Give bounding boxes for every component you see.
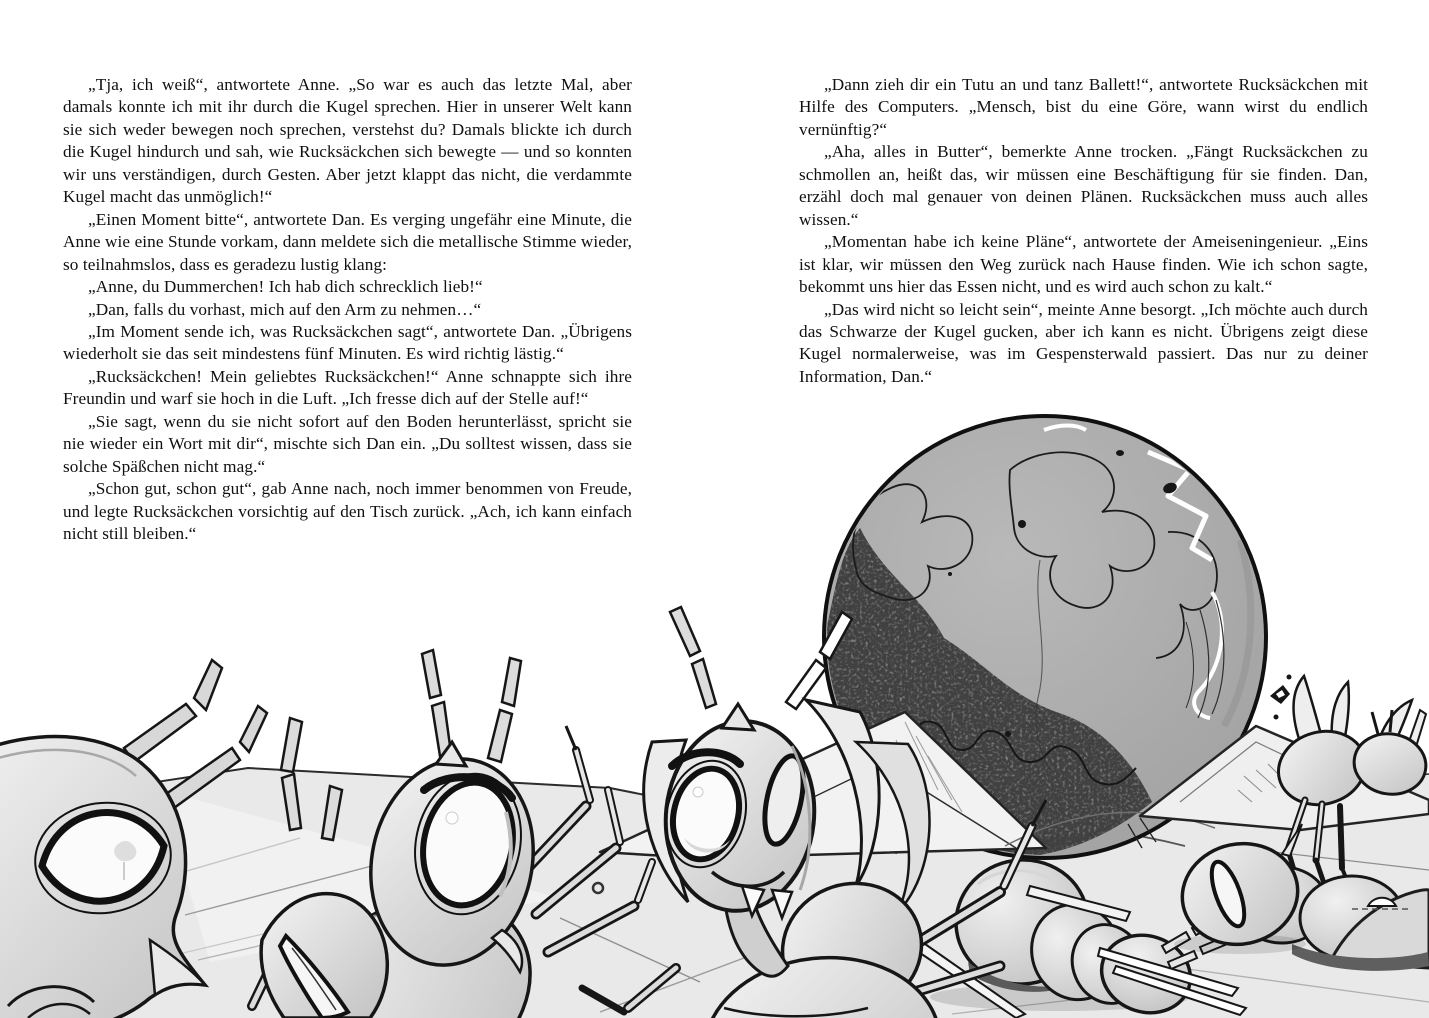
ground-dot <box>593 883 603 893</box>
paragraph: „Dan, falls du vorhast, mich auf den Arm zu nehmen…“ <box>88 299 482 319</box>
paragraph: „Dann zieh dir ein Tutu an und tanz Ballett!“, antwortete Rucksäckchen mit Hilfe des Computers. „Mensch, bist du eine Göre, wann wirst du endlich vernünftig?“ <box>799 75 1368 139</box>
paragraph: „Aha, alles in Butter“, bemerkte Anne trocken. „Fängt Rucksäckchen zu schmollen an, heißt das, wir müssen eine Beschäftigung für sie finden. Dan, erzähl doch mal genauer von deinen Plänen. Rucksäckchen muss auch alles wissen.“ <box>799 142 1368 229</box>
paragraph: „Momentan habe ich keine Pläne“, antwortete der Ameiseningenieur. „Eins ist klar, wir müssen den Weg zurück nach Hause finden. Wie ich schon sagte, bekommt uns hier das Essen nicht, und es wird auch schon zu kalt.“ <box>799 232 1368 297</box>
paragraph: „Schon gut, schon gut“, gab Anne nach, noch immer benommen von Freude, und legte Rucksäckchen vorsichtig auf den Tisch zurück. „Ach, ich kann einfach nicht still bleiben.“ <box>63 479 632 544</box>
paragraph: „Rucksäckchen! Mein geliebtes Rucksäckchen!“ Anne schnappte sich ihre Freundin und warf sie hoch in die Luft. „Ich fresse dich auf der Stelle auf!“ <box>63 366 632 409</box>
paragraph: „Tja, ich weiß“, antwortete Anne. „So war es auch das letzte Mal, aber damals konnte ich mit ihr durch die Kugel sprechen. Hier in unserer Welt kann sie sich weder bewegen noch sprechen, verstehst du? Damals blickte ich durch die Kugel hindurch und sah, wie Rucksäckchen sich bewegte — und so konnten wir uns verständigen, durch Gesten. Aber jetzt klappt das nicht, die verdammte Kugel macht das unmöglich!“ <box>63 75 632 207</box>
paragraph: „Einen Moment bitte“, antwortete Dan. Es verging ungefähr eine Minute, die Anne wie eine Stunde vorkam, dann meldete sich die metallische Stimme wieder, so teilnahmslos, dass es geradezu lustig klang: <box>63 209 632 274</box>
paragraph: „Sie sagt, wenn du sie nicht sofort auf den Boden herunterlässt, spricht sie nie wieder ein Wort mit dir“, mischte sich Dan ein. „Du solltest wissen, dass sie solche Späßchen nicht mag.“ <box>63 411 632 476</box>
ants-and-sphere-illustration <box>0 410 1429 1018</box>
paragraph: „Im Moment sende ich, was Rucksäckchen sagt“, antwortete Dan. „Übrigens wiederholt sie das seit mindestens fünf Minuten. Es wird richtig lästig.“ <box>63 321 632 364</box>
paragraph: „Anne, du Dummerchen! Ich hab dich schrecklich lieb!“ <box>88 277 483 297</box>
text-column-right <box>799 74 1368 388</box>
paragraph: „Das wird nicht so leicht sein“, meinte Anne besorgt. „Ich möchte auch durch das Schwarze der Kugel gucken, aber ich kann es nicht. Übrigens zeigt diese Kugel normalerweise, was im Gespensterwald passiert. Das nur zu deiner Information, Dan.“ <box>799 299 1368 386</box>
